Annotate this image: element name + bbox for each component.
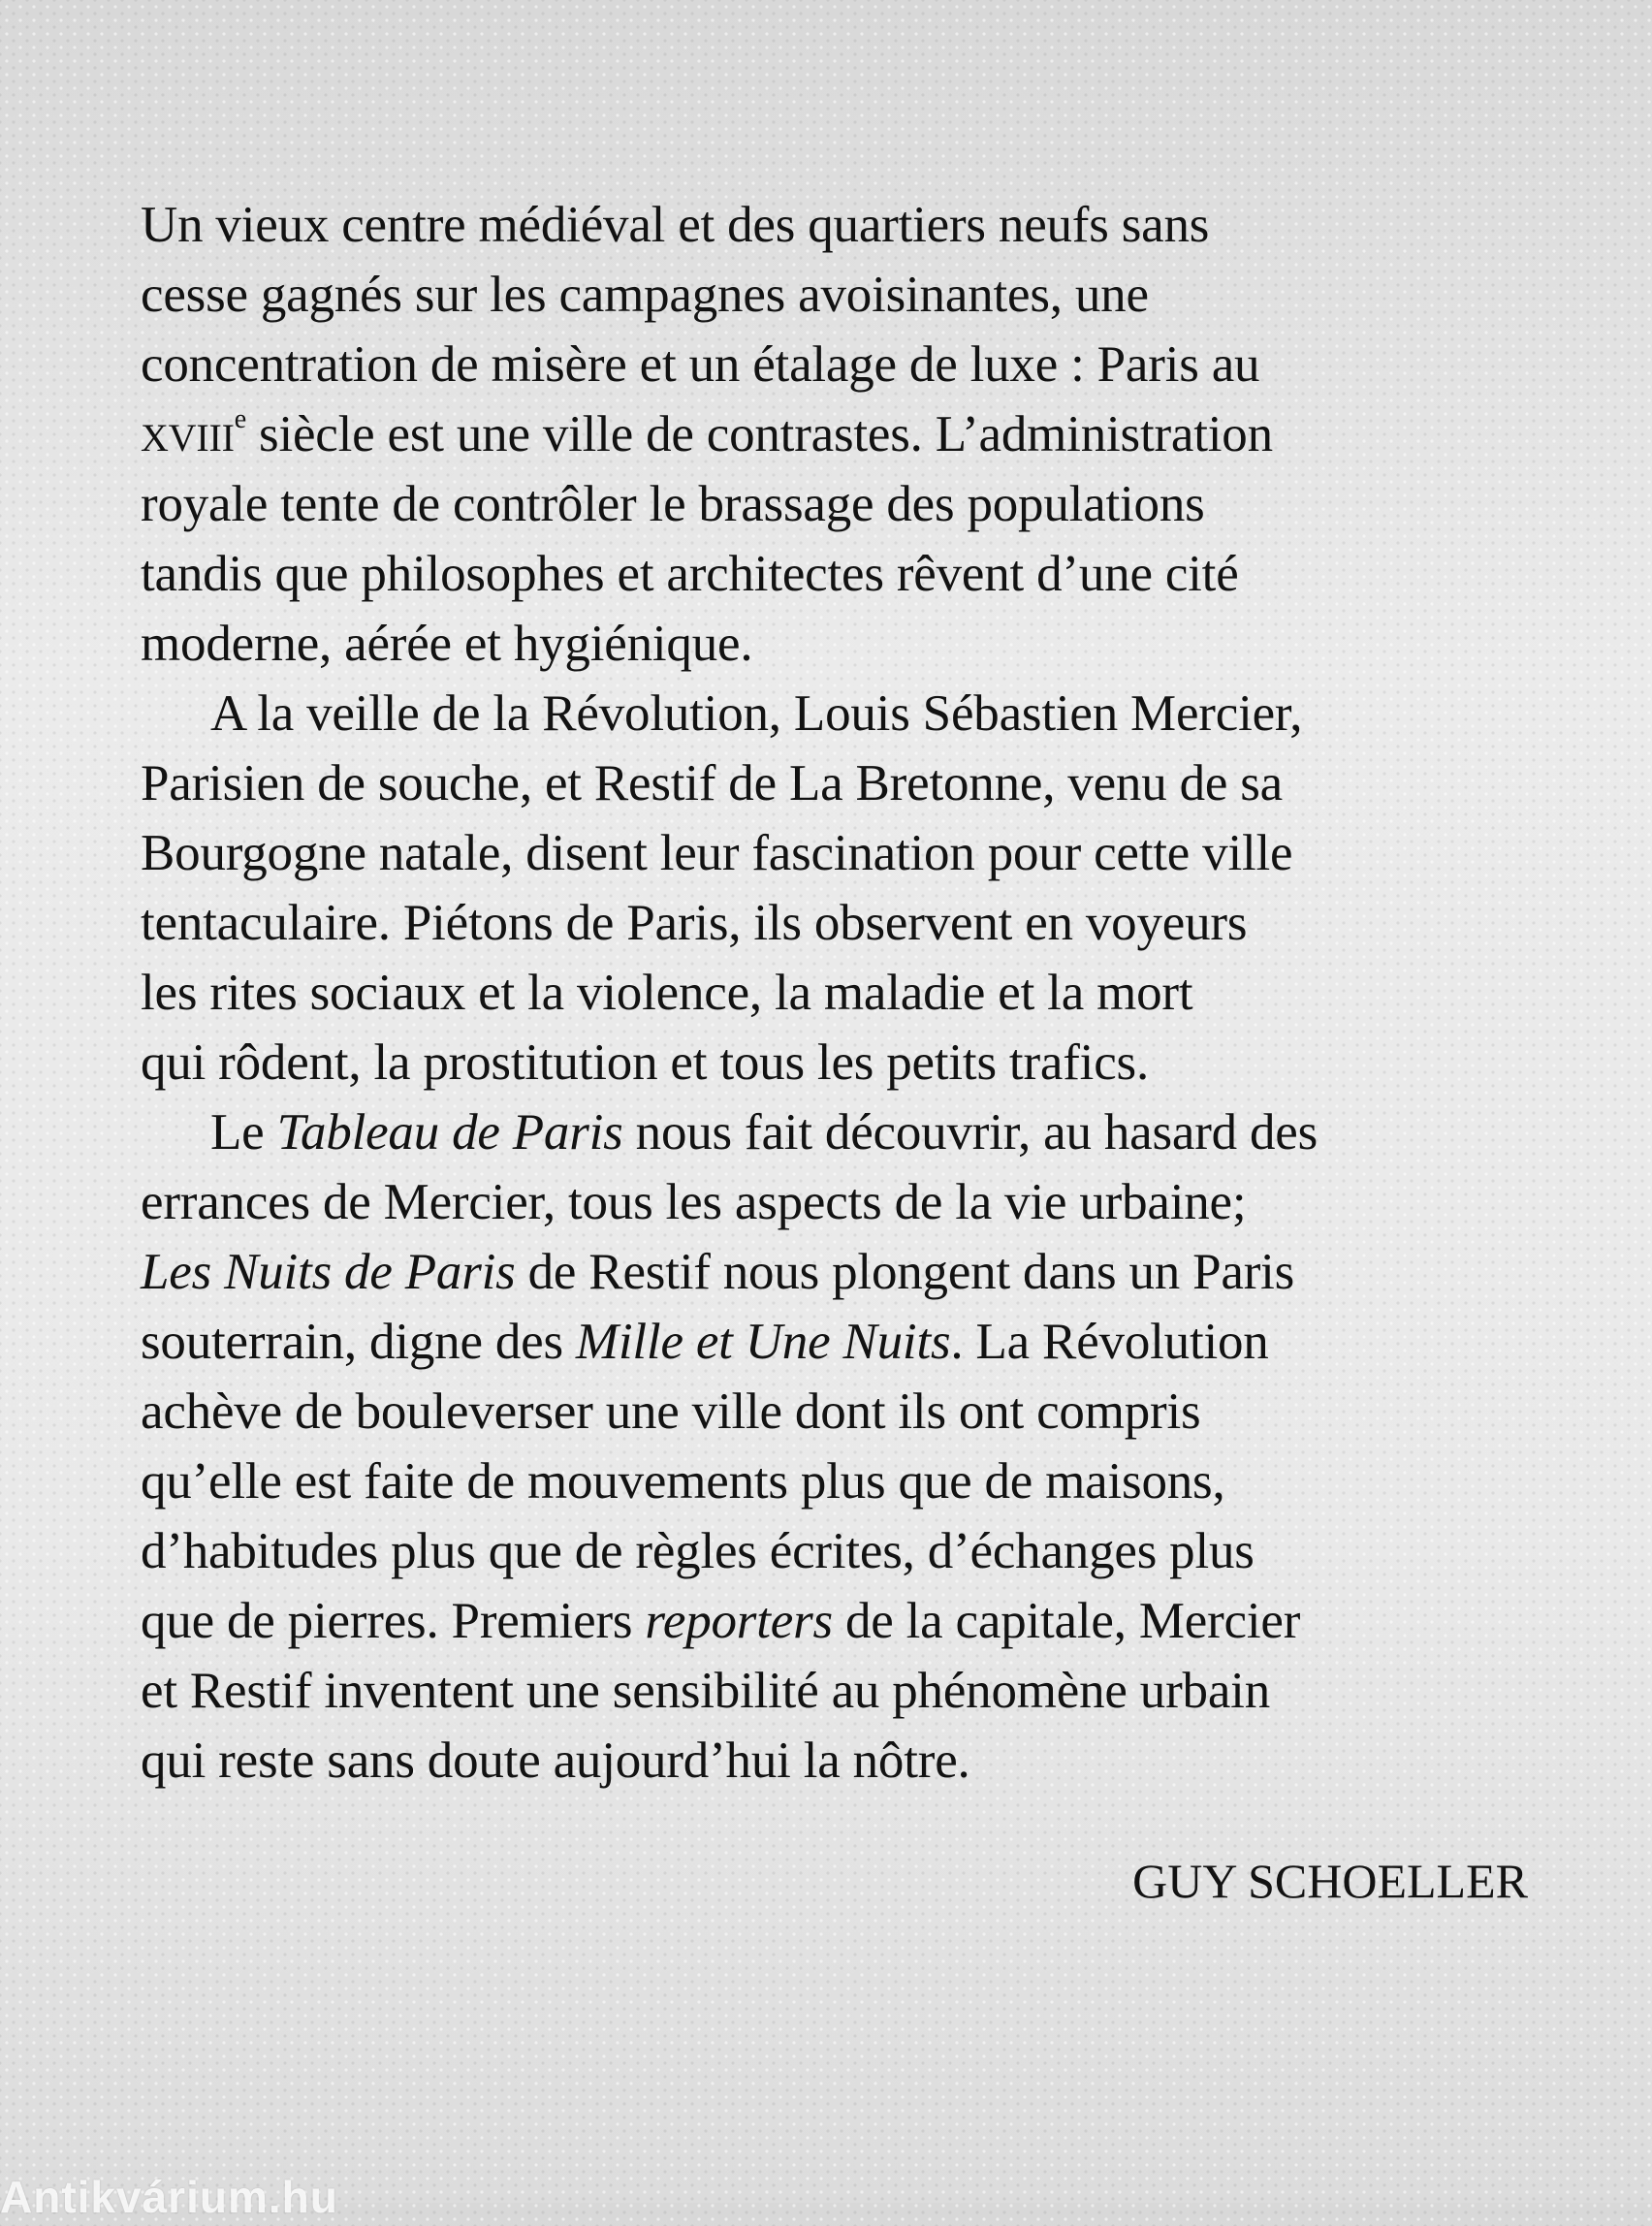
text-fragment: . La Révolution [950, 1314, 1269, 1370]
text-line: errances de Mercier, tous les aspects de la vie urbaine; [141, 1174, 1247, 1230]
text-fragment: souterrain, digne des [141, 1314, 576, 1370]
book-title-italic: Tableau de Paris [276, 1104, 623, 1161]
book-title-italic: Les Nuits de Paris [141, 1244, 516, 1300]
text-line: Bourgogne natale, disent leur fascination pour cette ville [141, 825, 1293, 881]
text-fragment: nous fait découvrir, au hasard des [622, 1104, 1318, 1161]
author-signature: GUY SCHOELLER [1132, 1854, 1528, 1908]
text-line: les rites sociaux et la violence, la maladie et la mort [141, 965, 1193, 1021]
book-title-italic: Mille et Une Nuits [575, 1314, 951, 1370]
text-line: tentaculaire. Piétons de Paris, ils observent en voyeurs [141, 895, 1248, 951]
text-line: cesse gagnés sur les campagnes avoisinantes, une [141, 267, 1149, 323]
text-line [141, 1586, 1527, 1656]
text-line: tandis que philosophes et architectes rêvent d’une cité [141, 546, 1239, 602]
text-line [141, 399, 1527, 469]
text-line: achève de bouleverser une ville dont ils ont compris [141, 1383, 1201, 1440]
text-line [141, 1237, 1527, 1307]
text-line [141, 1097, 1527, 1167]
blurb-text [141, 190, 1527, 1796]
text-line: A la veille de la Révolution, Louis Sébastien Mercier, [210, 685, 1303, 742]
text-fragment: de la capitale, Mercier [832, 1593, 1301, 1649]
text-line: d’habitudes plus que de règles écrites, d’échanges plus [141, 1523, 1255, 1579]
text-line [141, 1307, 1527, 1377]
century-superscript: e [234, 404, 246, 434]
text-line: moderne, aérée et hygiénique. [141, 616, 753, 672]
text-line: qui rôdent, la prostitution et tous les petits trafics. [141, 1034, 1149, 1091]
text-line: et Restif inventent une sensibilité au phénomène urbain [141, 1663, 1270, 1719]
text-fragment: que de pierres. Premiers [141, 1593, 646, 1649]
watermark: Antikvárium.hu [0, 2172, 338, 2222]
text-line: royale tente de contrôler le brassage des populations [141, 476, 1205, 532]
text-line: Parisien de souche, et Restif de La Bretonne, venu de sa [141, 755, 1283, 811]
century-numeral: XVIII [141, 416, 235, 460]
text-line: Un vieux centre médiéval et des quartiers neufs sans [141, 197, 1210, 253]
text-fragment: Le [210, 1104, 277, 1161]
text-fragment: siècle est une ville de contrastes. L’administration [245, 406, 1273, 462]
emphasis-italic: reporters [645, 1593, 833, 1649]
text-line: qu’elle est faite de mouvements plus que de maisons, [141, 1453, 1225, 1510]
text-fragment: de Restif nous plongent dans un Paris [515, 1244, 1295, 1300]
text-line: concentration de misère et un étalage de luxe : Paris au [141, 336, 1260, 393]
text-line: qui reste sans doute aujourd’hui la nôtre. [141, 1733, 970, 1789]
